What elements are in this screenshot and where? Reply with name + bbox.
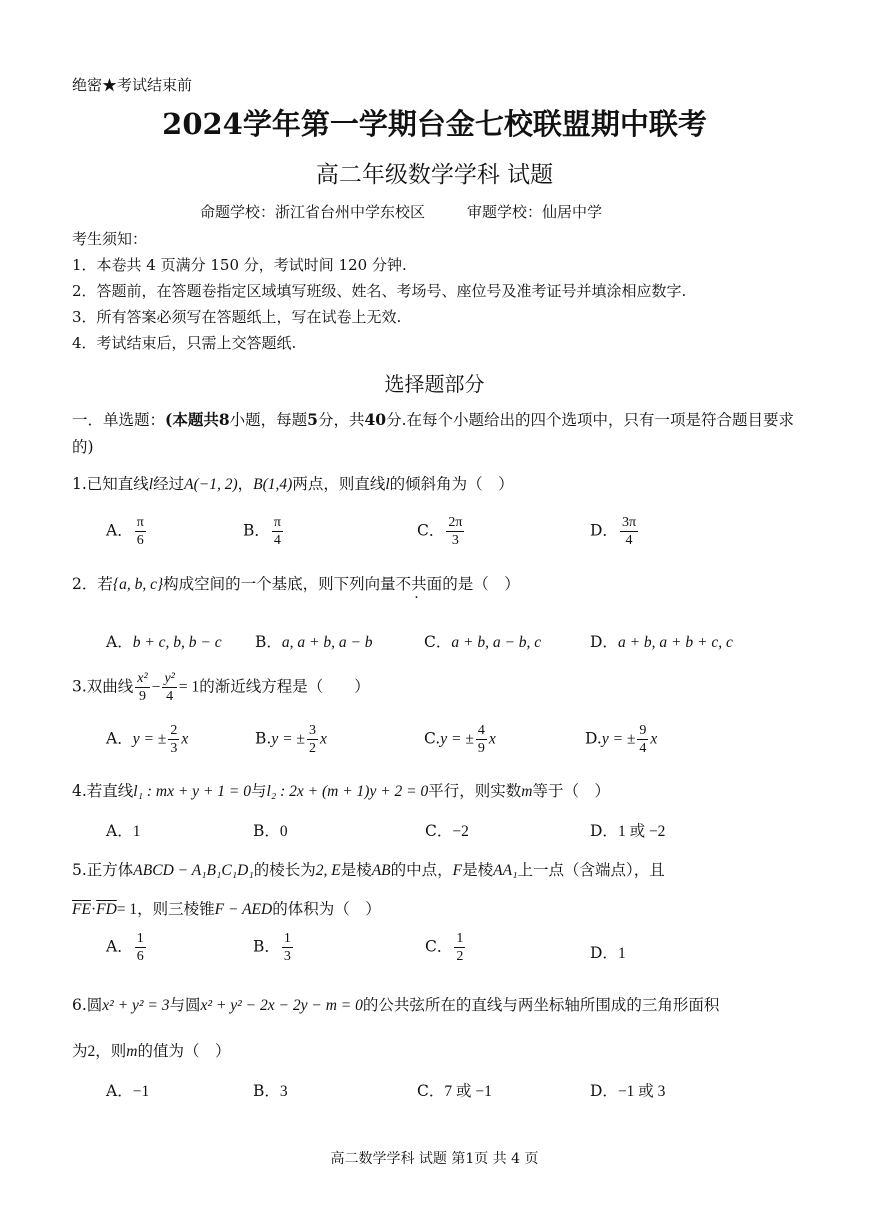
numerator: 2π	[448, 515, 463, 530]
option-value: x	[319, 730, 327, 748]
numerator: 1	[283, 931, 291, 946]
option-value: x	[488, 730, 496, 748]
math-l: l	[385, 476, 390, 493]
option-value: 1 或 −2	[617, 823, 666, 840]
fraction	[454, 930, 465, 965]
confidential-label: 绝密★考试结束前	[72, 76, 193, 94]
numerator: 3π	[621, 515, 637, 530]
option-label: A．	[106, 729, 133, 748]
option-value: 3	[279, 1083, 288, 1100]
option-value: y = ±	[132, 730, 167, 748]
q6-option-b	[253, 1079, 288, 1101]
denominator: 4	[273, 533, 281, 548]
q6-text: 为	[72, 1042, 88, 1060]
option-label: C．	[417, 521, 445, 540]
section-intro	[72, 406, 802, 461]
option-value: a, a + b, a − b	[281, 634, 373, 651]
numerator: 1	[456, 931, 464, 946]
q2-text: 构成空间的一个基底，则下列向量	[163, 575, 396, 593]
q6-text: 的公共弦所在的直线与两坐标轴所围成的三角形面积	[362, 996, 720, 1014]
question-5-cont	[72, 897, 381, 919]
q1-option-d	[590, 514, 640, 549]
operator: ·	[90, 901, 97, 918]
option-value: 1	[617, 945, 626, 962]
vector-fd: $\overline{FD}$	[96, 901, 117, 918]
q1-text: 经过	[153, 475, 185, 493]
q6-option-a	[106, 1079, 149, 1101]
q1-text: 两点，则直线	[292, 475, 386, 493]
option-label: D．	[590, 822, 618, 840]
q5-text: 的棱长为	[253, 861, 316, 879]
denominator: 4	[166, 689, 174, 704]
option-label: A．	[106, 822, 133, 840]
option-label: C．	[424, 633, 452, 651]
option-value: a + b, a − b, c	[451, 634, 542, 651]
line-l2: l₂ : 2x + (m + 1)y + 2 = 0	[266, 783, 429, 800]
reviewer-school: 审题学校：仙居中学	[467, 203, 603, 221]
option-value: b + c, b, b − c	[132, 634, 222, 651]
option-value: −2	[452, 823, 469, 840]
q2-option-d	[590, 630, 733, 652]
note-item: 2．答题前，在答题卷指定区域填写班级、姓名、考场号、座位号及准考证号并填涂相应数字.	[72, 282, 687, 300]
denominator: 9	[139, 689, 146, 704]
point-a: A(−1, 2)	[184, 476, 238, 493]
q2-text: 的是（ ）	[442, 575, 520, 593]
q5-text: ，则三棱锥	[137, 900, 215, 918]
option-value: −1	[132, 1083, 150, 1100]
fraction	[282, 930, 293, 965]
equation-rhs: = 1	[116, 901, 138, 918]
option-value: x	[181, 730, 189, 748]
question-2	[72, 572, 520, 594]
pyramid-name: F − AED	[214, 901, 273, 918]
fraction	[168, 722, 179, 757]
school-info	[200, 201, 602, 222]
denominator: 2	[456, 949, 464, 964]
q6-text: 6.圆	[72, 996, 103, 1014]
q5-option-b	[253, 930, 295, 965]
q6-text: 与圆	[169, 996, 201, 1014]
fraction	[446, 514, 464, 549]
math-value: 2	[87, 1043, 96, 1060]
question-1	[72, 472, 514, 494]
option-value: y = ±	[440, 730, 474, 748]
math-m: m	[126, 1043, 138, 1060]
numerator: x²	[137, 671, 148, 686]
circle-1: x² + y² = 3	[102, 997, 170, 1014]
intro-part: 小题，每题	[229, 411, 308, 429]
question-4	[72, 779, 610, 801]
point-f: F	[452, 862, 463, 879]
q2-option-a	[106, 630, 222, 652]
option-value: y = ±	[601, 730, 636, 748]
q5-text: 的中点，	[390, 861, 453, 879]
q5-text: 上一点（含端点），且	[517, 861, 665, 879]
fraction	[135, 670, 149, 705]
numerator: 1	[136, 931, 144, 946]
circle-2: x² + y² − 2x − 2y − m = 0	[200, 997, 363, 1014]
option-label: A．	[106, 633, 133, 651]
option-label: B．	[253, 937, 280, 956]
cube-name: ABCD − A₁B₁C₁D₁	[133, 862, 254, 879]
intro-part: 分，共	[317, 411, 365, 429]
numerator: 4	[477, 723, 485, 738]
q1-text: 1.已知直线	[72, 475, 149, 493]
fraction	[476, 722, 487, 757]
fraction	[162, 670, 176, 705]
option-value: 7 或 −1	[444, 1083, 492, 1100]
question-3	[72, 670, 370, 705]
intro-part: 一．单选题：	[72, 411, 166, 429]
option-label: C．	[425, 937, 453, 956]
option-label: D．	[590, 633, 618, 651]
vector-set: {a, b, c}	[112, 576, 164, 593]
edge-ab: AB	[371, 862, 391, 879]
fraction	[135, 514, 146, 549]
question-5	[72, 858, 665, 880]
q1-option-b	[243, 514, 285, 549]
option-label: D.	[585, 729, 602, 748]
note-item: 4．考试结束后，只需上交答题纸.	[72, 334, 297, 352]
math-value: 2, E	[315, 862, 341, 879]
numerator: π	[136, 515, 144, 530]
denominator: 3	[451, 533, 459, 548]
denominator: 6	[136, 533, 144, 548]
q1-option-c	[417, 514, 466, 549]
fraction	[307, 722, 318, 757]
q4-option-d	[590, 819, 665, 841]
q4-option-a	[106, 819, 140, 841]
option-label: D．	[590, 944, 618, 962]
q3-option-a	[106, 722, 188, 757]
equation-rhs: = 1	[178, 678, 200, 696]
denominator: 3	[283, 949, 291, 964]
option-label: B．	[243, 521, 270, 540]
denominator: 2	[308, 741, 316, 756]
operator: −	[151, 678, 161, 696]
setter-school: 命题学校：浙江省台州中学东校区	[200, 203, 426, 221]
option-label: C．	[425, 822, 453, 840]
fraction	[272, 514, 283, 549]
q5-text: 是棱	[340, 861, 372, 879]
section-title: 选择题部分	[384, 372, 485, 396]
denominator: 4	[639, 741, 647, 756]
denominator: 6	[136, 949, 144, 964]
line-l1: l₁ : mx + y + 1 = 0	[133, 783, 251, 800]
question-6-cont	[72, 1039, 231, 1061]
numerator: π	[273, 515, 281, 530]
q2-option-b	[255, 630, 373, 652]
option-label: D．	[590, 521, 618, 540]
option-label: B．	[253, 822, 280, 840]
point-b: B(1,4)	[253, 476, 293, 493]
fraction	[135, 930, 146, 965]
note-item: 3．所有答案必须写在答题纸上，写在试卷上无效.	[72, 308, 402, 326]
q5-text: 的体积为（ ）	[272, 900, 381, 918]
vector-fe: $\overline{FE}$	[72, 901, 91, 918]
q4-option-c	[425, 819, 469, 841]
q3-text: 的渐近线方程是（ ）	[199, 677, 370, 696]
q5-text: 5.正方体	[72, 861, 134, 879]
q1-text: ，	[237, 475, 254, 493]
option-value: 0	[279, 823, 288, 840]
q5-option-c	[425, 930, 467, 965]
q1-option-a	[106, 514, 148, 549]
q6-text: ，则	[95, 1042, 127, 1060]
q5-text: 是棱	[462, 861, 494, 879]
denominator: 4	[625, 533, 633, 548]
option-value: y = ±	[271, 730, 305, 748]
notes-title: 考生须知：	[72, 230, 148, 248]
intro-part: 40	[364, 410, 387, 429]
exam-title: 2024学年第一学期台金七校联盟期中联考	[162, 107, 707, 141]
numerator: y²	[164, 671, 175, 686]
numerator: 2	[170, 723, 178, 738]
option-label: B.	[255, 729, 272, 748]
note-item: 1．本卷共 4 页满分 150 分，考试时间 120 分钟.	[72, 256, 407, 274]
q6-option-d	[590, 1079, 665, 1101]
q5-option-a	[106, 930, 148, 965]
q4-text: 等于（ ）	[532, 782, 610, 800]
q4-text: 4.若直线	[72, 782, 134, 800]
numerator: 3	[308, 723, 316, 738]
option-label: C.	[424, 729, 441, 748]
intro-part: 8	[218, 410, 230, 429]
intro-part: (本题共	[165, 410, 219, 429]
fraction	[637, 722, 648, 757]
math-m: m	[521, 783, 533, 800]
q3-option-d	[585, 722, 657, 757]
intro-part: 分.在每个小题给出的四个选项中，只有一项是符合题目要求的)	[72, 411, 794, 456]
option-value: −1 或 3	[617, 1083, 666, 1100]
q3-option-b	[255, 722, 327, 757]
q6-option-c	[417, 1079, 492, 1101]
q2-option-c	[424, 630, 541, 652]
emphasis-text: 不共面	[395, 575, 443, 593]
option-label: C．	[417, 1082, 445, 1100]
option-label: D．	[590, 1082, 618, 1100]
denominator: 9	[477, 741, 485, 756]
exam-subtitle: 高二年级数学学科 试题	[315, 162, 554, 188]
q1-text: 的倾斜角为（ ）	[389, 475, 514, 493]
option-label: A．	[106, 937, 133, 956]
option-label: A．	[106, 521, 133, 540]
denominator: 3	[170, 741, 178, 756]
q3-text: 3.双曲线	[72, 677, 134, 696]
option-value: a + b, a + b + c, c	[617, 634, 733, 651]
q4-text: 与	[251, 782, 267, 800]
edge-aa1: AA₁	[493, 862, 518, 879]
option-label: B．	[255, 633, 282, 651]
option-label: B．	[253, 1082, 280, 1100]
fraction	[620, 514, 638, 549]
option-value: 1	[132, 823, 141, 840]
q4-text: 平行，则实数	[428, 782, 522, 800]
page-footer: 高二数学学科 试题 第1页 共 4 页	[330, 1151, 539, 1167]
option-value: x	[650, 730, 658, 748]
q6-text: 的值为（ ）	[137, 1042, 231, 1060]
question-6	[72, 993, 719, 1015]
q2-text: 2．若	[72, 575, 113, 593]
intro-part: 5	[307, 410, 318, 429]
option-label: A．	[106, 1082, 133, 1100]
numerator: 9	[639, 723, 647, 738]
math-l: l	[148, 476, 154, 493]
q3-option-c	[424, 722, 496, 757]
q5-option-d	[590, 941, 626, 963]
q4-option-b	[253, 819, 288, 841]
